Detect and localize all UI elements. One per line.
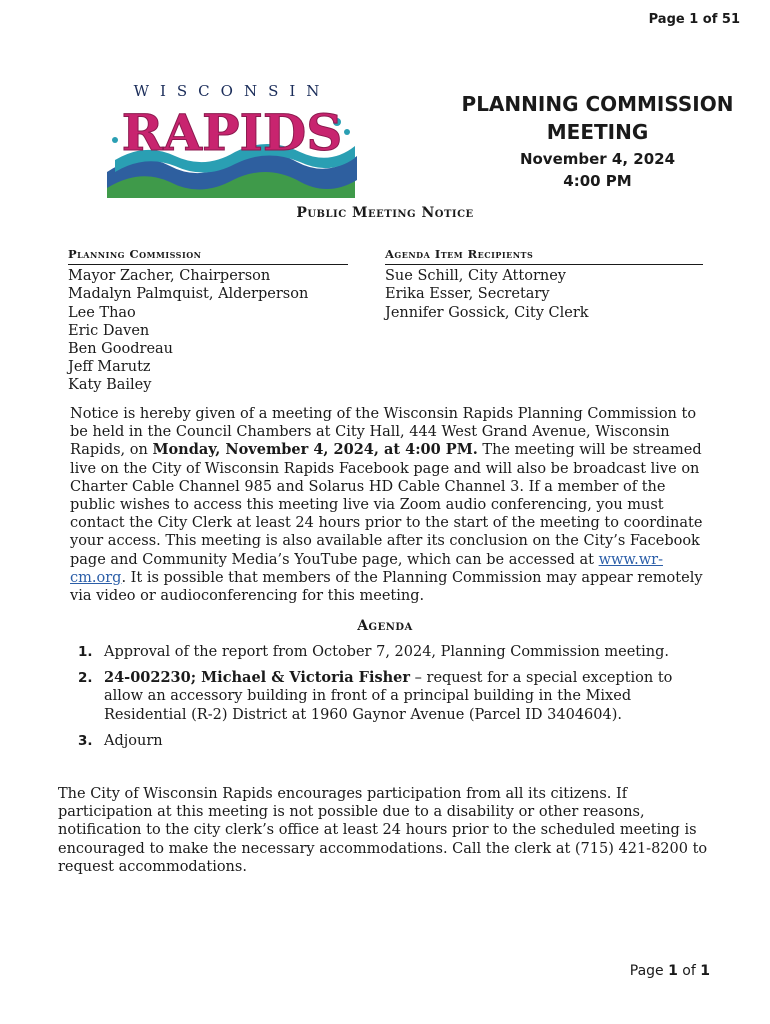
- agenda-item: [70, 669, 710, 724]
- logo-splash-dot: [344, 129, 350, 135]
- logo-splash-dot: [112, 137, 118, 143]
- notice-heading: [0, 205, 770, 221]
- agenda-item: [70, 643, 710, 661]
- commission-member: Lee Thao: [68, 304, 136, 321]
- agenda-item-number: 2.: [78, 670, 93, 687]
- agenda-heading-text: Agenda: [357, 618, 413, 634]
- agenda-recipients-heading-text: Agenda Item Recipients: [385, 247, 534, 261]
- agenda-item-bold: 24-002230; Michael & Victoria Fisher: [104, 669, 411, 687]
- commission-member: Mayor Zacher, Chairperson: [68, 268, 271, 285]
- meeting-datetime: [420, 148, 770, 192]
- meeting-date: November 4, 2024: [519, 150, 676, 168]
- agenda-item-text: – request for a special exception to allow an accessory building in front of a principal building in the Mixed Residential (R-2) District at 1960 Gaynor Avenue (Parcel ID 3404604).: [104, 670, 673, 723]
- notice-text: . It is possible that members of the Planning Commission may appear remotely via video or audioconferencing for this meeting.: [70, 569, 703, 605]
- agenda-item-text: Approval of the report from October 7, 2024, Planning Commission meeting.: [104, 644, 669, 660]
- agenda-item-text: Adjourn: [104, 732, 163, 749]
- page-number-header: Page 1 of 51: [648, 12, 740, 27]
- footer-middle: of: [677, 963, 701, 979]
- agenda-recipients-heading: [385, 245, 703, 265]
- commission-member: Jeff Marutz: [68, 359, 151, 376]
- city-logo: [105, 80, 360, 198]
- commission-member: Eric Daven: [68, 322, 150, 339]
- commission-member: Katy Bailey: [68, 377, 152, 394]
- logo-top-text: WISCONSIN: [133, 82, 331, 100]
- page-number-footer: [630, 963, 710, 979]
- notice-datetime-bold: Monday, November 4, 2024, at 4:00 PM.: [152, 441, 478, 459]
- footer-prefix: Page: [629, 963, 669, 979]
- notice-text: The meeting will be streamed live on the City of Wisconsin Rapids Facebook page and will also be broadcast live on Charter Cable Channel 985 and Solarus HD Cable Channel 3. If a member of the public wishes to access this meeting live via Zoom audio conferencing, you must contact the City Clerk at least 24 hours prior to the start of the meeting to coordinate your access. This meeting is also available after its conclusion on the City’s Facebook page and Community Media’s YouTube page, which can be accessed at: [70, 442, 703, 568]
- website-link[interactable]: www.wr-cm.org: [70, 551, 663, 586]
- title-line-2: MEETING: [546, 120, 649, 144]
- agenda-item-number: 1.: [78, 644, 93, 660]
- notice-text: Notice is hereby given of a meeting of the Wisconsin Rapids Planning Commission to be held in the Council Chambers at City Hall, 444 West Grand Avenue, Wisconsin Rapids, on: [70, 406, 697, 459]
- meeting-title: [420, 90, 770, 146]
- agenda-heading: [0, 618, 770, 634]
- planning-commission-heading: [68, 245, 348, 265]
- agenda-recipients-list: [385, 245, 703, 322]
- notice-heading-text: Public Meeting Notice: [296, 205, 474, 221]
- commission-member: Madalyn Palmquist, Alderperson: [68, 286, 309, 303]
- planning-commission-list: [68, 245, 348, 395]
- notice-paragraph: [70, 405, 708, 605]
- recipient: Jennifer Gossick, City Clerk: [385, 304, 589, 321]
- recipient: Sue Schill, City Attorney: [385, 268, 566, 285]
- footer-current-page: 1: [668, 963, 678, 979]
- agenda-item-number: 3.: [78, 732, 93, 749]
- commission-member: Ben Goodreau: [68, 341, 174, 358]
- logo-graphic: [105, 80, 360, 198]
- title-line-1: PLANNING COMMISSION: [461, 92, 734, 116]
- agenda-item: [70, 732, 710, 750]
- logo-main-text: RAPIDS: [121, 103, 343, 162]
- meeting-time: 4:00 PM: [563, 172, 632, 190]
- footer-total-pages: 1: [700, 963, 710, 979]
- recipient: Erika Esser, Secretary: [385, 286, 550, 303]
- accommodations-paragraph: The City of Wisconsin Rapids encourages participation from all its citizens. If participation at this meeting is not possible due to a disability or other reasons, notification to the city clerk’s office at least 24 hours prior to the scheduled meeting is encouraged to make the necessary accommodations. Call the clerk at (715) 421-8200 to request accommodations.: [58, 786, 708, 875]
- planning-commission-heading-text: Planning Commission: [68, 247, 202, 261]
- agenda-list: [70, 643, 710, 758]
